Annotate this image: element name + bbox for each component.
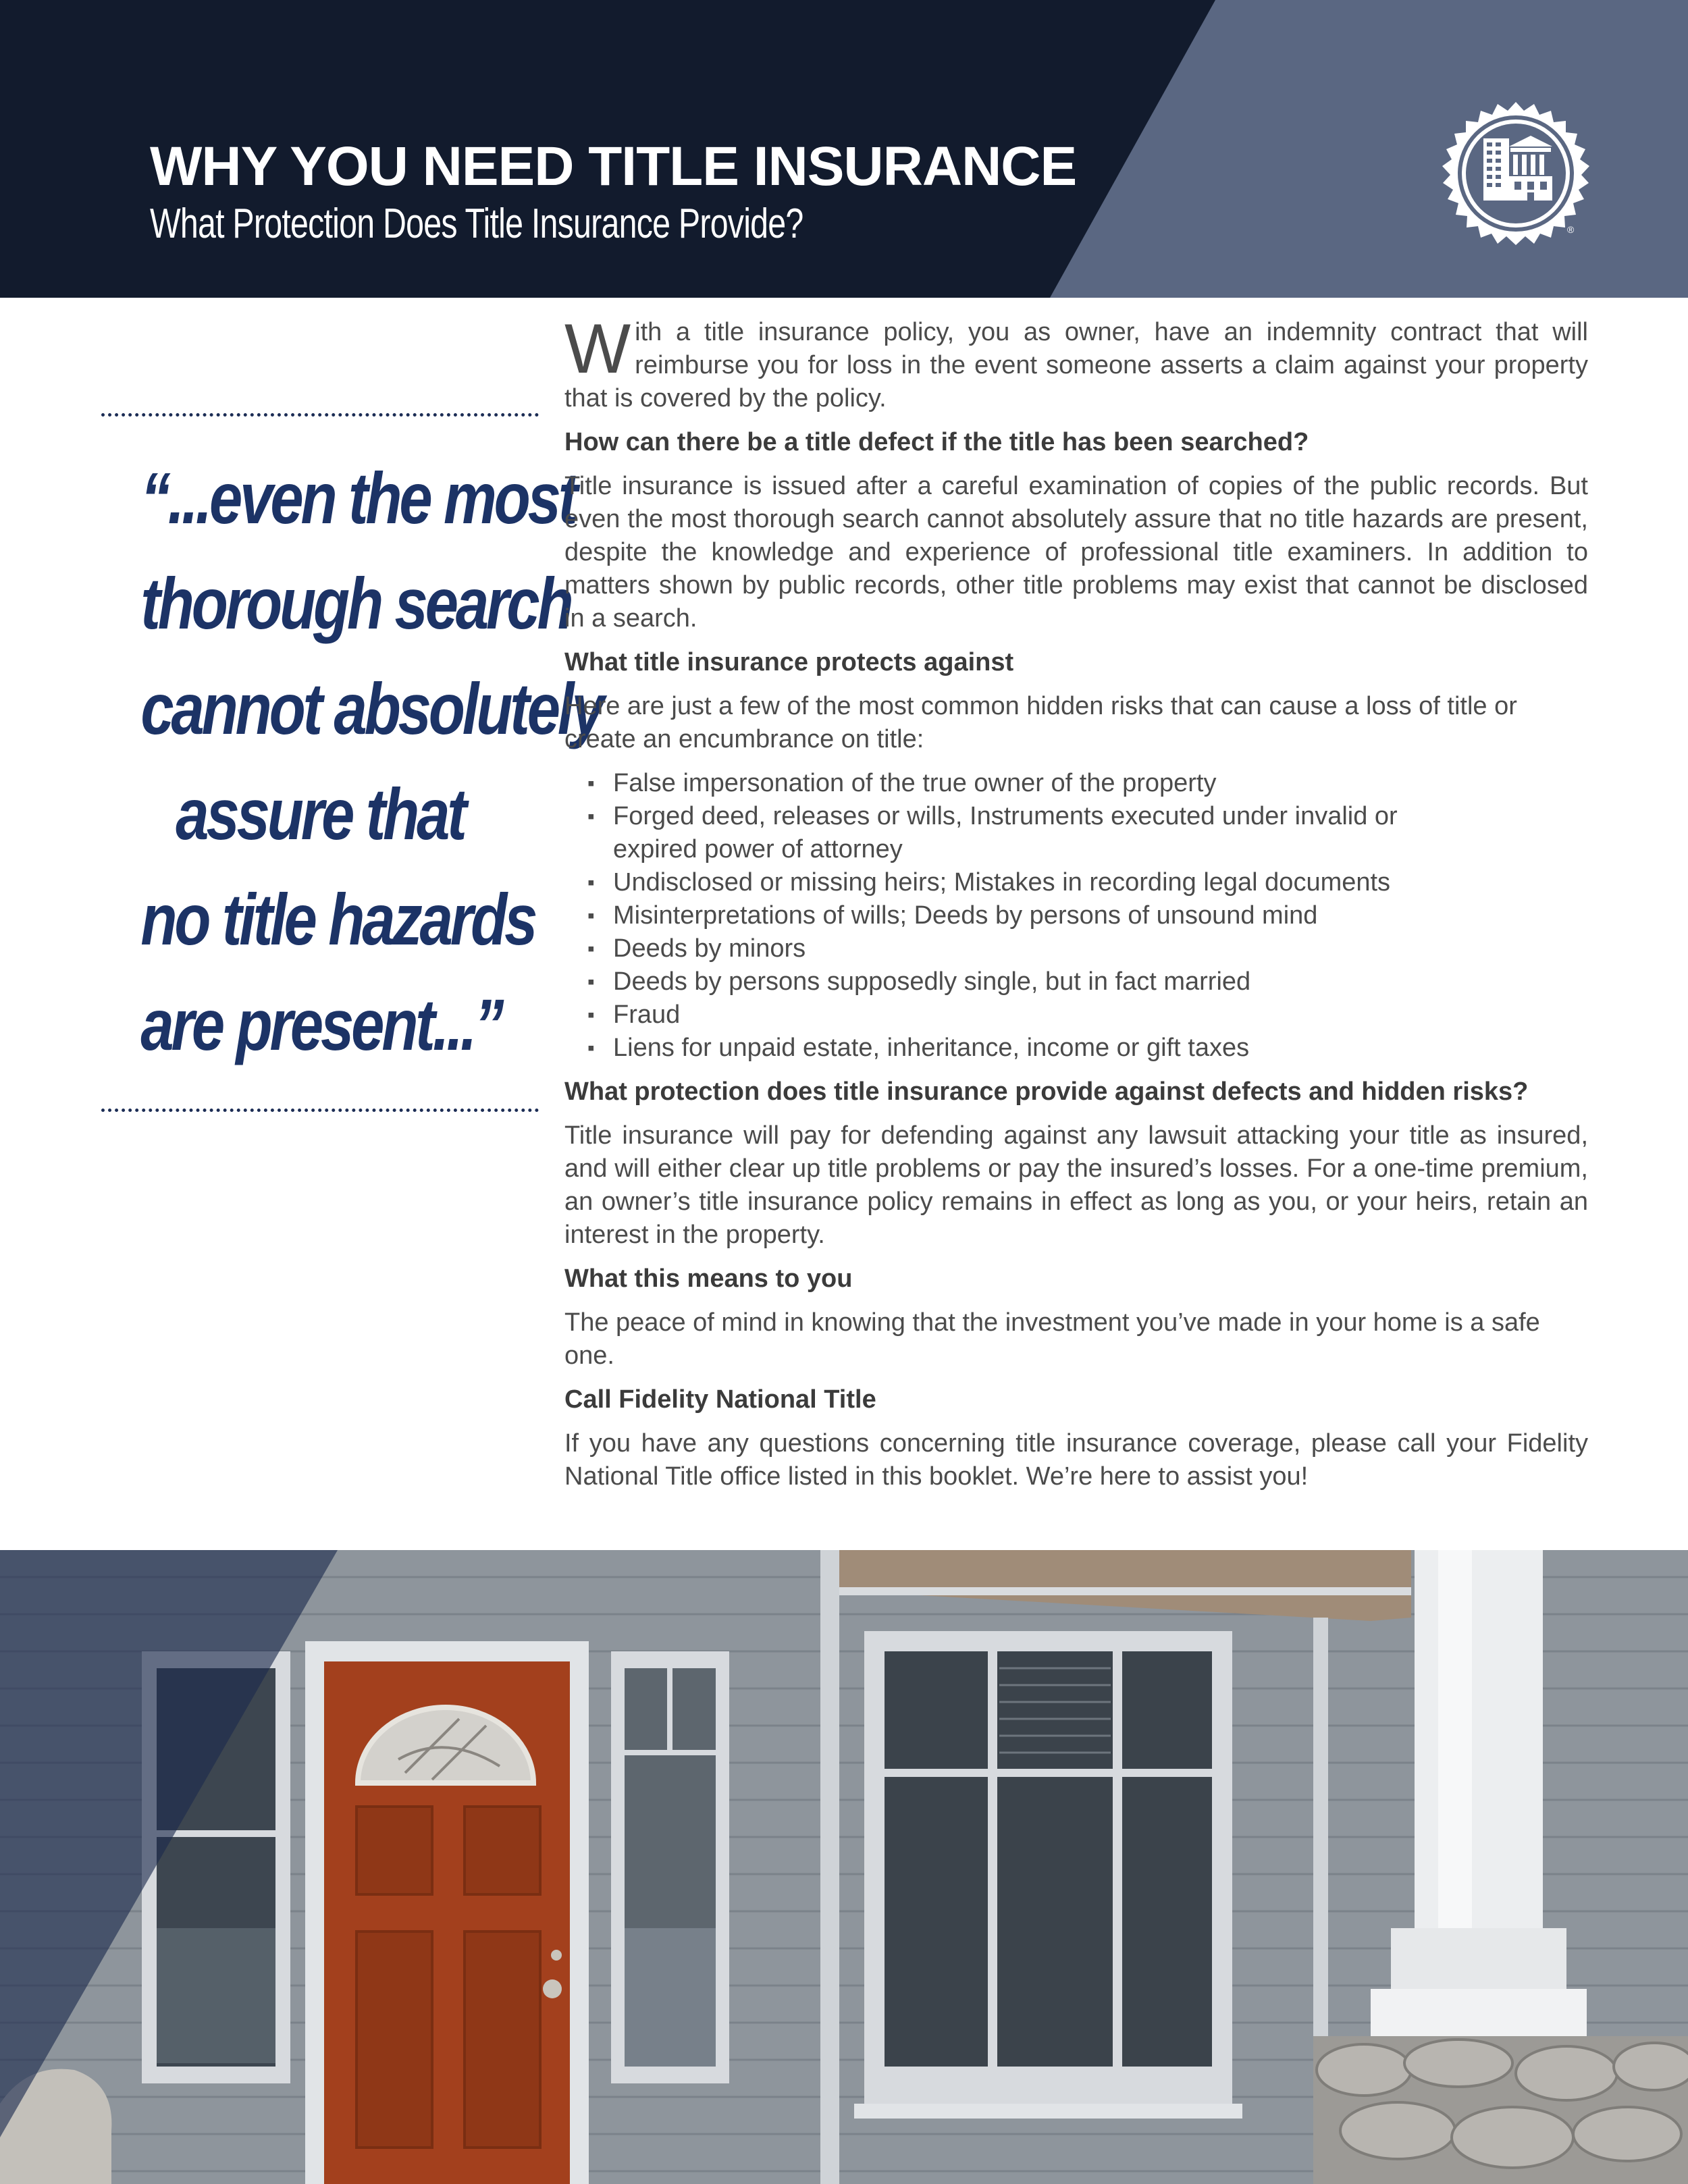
quote-line: “...even the most bbox=[140, 457, 576, 539]
quote-line: are present...” bbox=[140, 984, 502, 1065]
list-item-text: Fraud bbox=[613, 1001, 681, 1029]
list-item-text: Misinterpretations of wills; Deeds by persons of unsound mind bbox=[613, 901, 1318, 930]
bullet-icon: ▪ bbox=[587, 905, 595, 927]
article-body bbox=[564, 310, 1588, 1504]
bullet-icon: ▪ bbox=[587, 1037, 595, 1059]
bullet-icon: ▪ bbox=[587, 971, 595, 993]
intro-paragraph bbox=[564, 310, 1588, 415]
bullet-icon: ▪ bbox=[587, 938, 595, 960]
quote-line: cannot absolutely bbox=[140, 668, 602, 749]
list-item bbox=[587, 800, 1588, 866]
bullet-icon: ▪ bbox=[587, 872, 595, 894]
list-item-text: Deeds by persons supposedly single, but in fact married bbox=[613, 967, 1251, 996]
list-item-text: Forged deed, releases or wills, Instruments executed under invalid or expired power of attorney bbox=[613, 802, 1398, 863]
list-item bbox=[587, 965, 1588, 998]
header-banner bbox=[0, 0, 1688, 298]
section-paragraph: If you have any questions concerning title insurance coverage, please call your Fidelity National Title office listed in this booklet. We’re here to assist you! bbox=[564, 1429, 1588, 1491]
list-item bbox=[587, 767, 1588, 800]
section-heading: What title insurance protects against bbox=[564, 648, 1014, 676]
list-item-text: Undisclosed or missing heirs; Mistakes in recording legal documents bbox=[613, 868, 1391, 897]
section-paragraph: The peace of mind in knowing that the investment you’ve made in your home is a safe one. bbox=[564, 1308, 1540, 1370]
quote-line: thorough search bbox=[140, 562, 571, 644]
bullet-icon: ▪ bbox=[587, 1004, 595, 1026]
pull-quote bbox=[101, 446, 602, 1077]
section-paragraph: Title insurance will pay for defending against any lawsuit attacking your title as insured, and will either clear up title problems or pay the insured’s losses. For a one-time premium, an owner’s title insurance policy remains in effect as long as you, or your heirs, retain an interest in the property. bbox=[564, 1121, 1588, 1249]
svg-text:®: ® bbox=[1567, 224, 1575, 235]
section-heading: What protection does title insurance provide against defects and hidden risks? bbox=[564, 1077, 1529, 1106]
bullet-icon: ▪ bbox=[587, 805, 595, 828]
quote-line: no title hazards bbox=[140, 878, 535, 960]
section-paragraph: Title insurance is issued after a careful examination of copies of the public records. But even the most thorough search cannot absolutely assure that no title hazards are present, despite the knowledge and experience of professional title examiners. In addition to matters shown by public records, other title problems may exist that cannot be disclosed in a search. bbox=[564, 472, 1588, 633]
page-title: WHY YOU NEED TITLE INSURANCE bbox=[150, 136, 1077, 197]
list-item bbox=[587, 1032, 1588, 1065]
risks-list bbox=[564, 767, 1588, 1065]
list-item-text: False impersonation of the true owner of the property bbox=[613, 769, 1217, 797]
section-heading: What this means to you bbox=[564, 1264, 853, 1293]
page-subtitle: What Protection Does Title Insurance Provide? bbox=[150, 201, 803, 247]
list-item bbox=[587, 866, 1588, 899]
list-item bbox=[587, 899, 1588, 932]
section-heading: How can there be a title defect if the title has been searched? bbox=[564, 428, 1309, 456]
intro-text: ith a title insurance policy, you as owner, have an indemnity contract that will reimburse you for loss in the event someone asserts a claim against your property that is covered by the policy. bbox=[564, 318, 1588, 412]
list-item-text: Deeds by minors bbox=[613, 934, 806, 963]
list-item bbox=[587, 998, 1588, 1032]
section-heading: Call Fidelity National Title bbox=[564, 1385, 876, 1414]
list-item bbox=[587, 932, 1588, 965]
quote-bottom-rule bbox=[101, 1109, 539, 1112]
list-item-text: Liens for unpaid estate, inheritance, income or gift taxes bbox=[613, 1034, 1250, 1062]
house-front-door-photo bbox=[0, 1550, 1688, 2184]
bullet-icon: ▪ bbox=[587, 772, 595, 795]
building-seal-icon bbox=[1435, 98, 1597, 260]
section-paragraph: Here are just a few of the most common hidden risks that can cause a loss of title or create an encumbrance on title: bbox=[564, 692, 1517, 753]
quote-top-rule bbox=[101, 413, 539, 417]
quote-line: assure that bbox=[176, 773, 465, 855]
drop-cap: W bbox=[564, 310, 631, 388]
